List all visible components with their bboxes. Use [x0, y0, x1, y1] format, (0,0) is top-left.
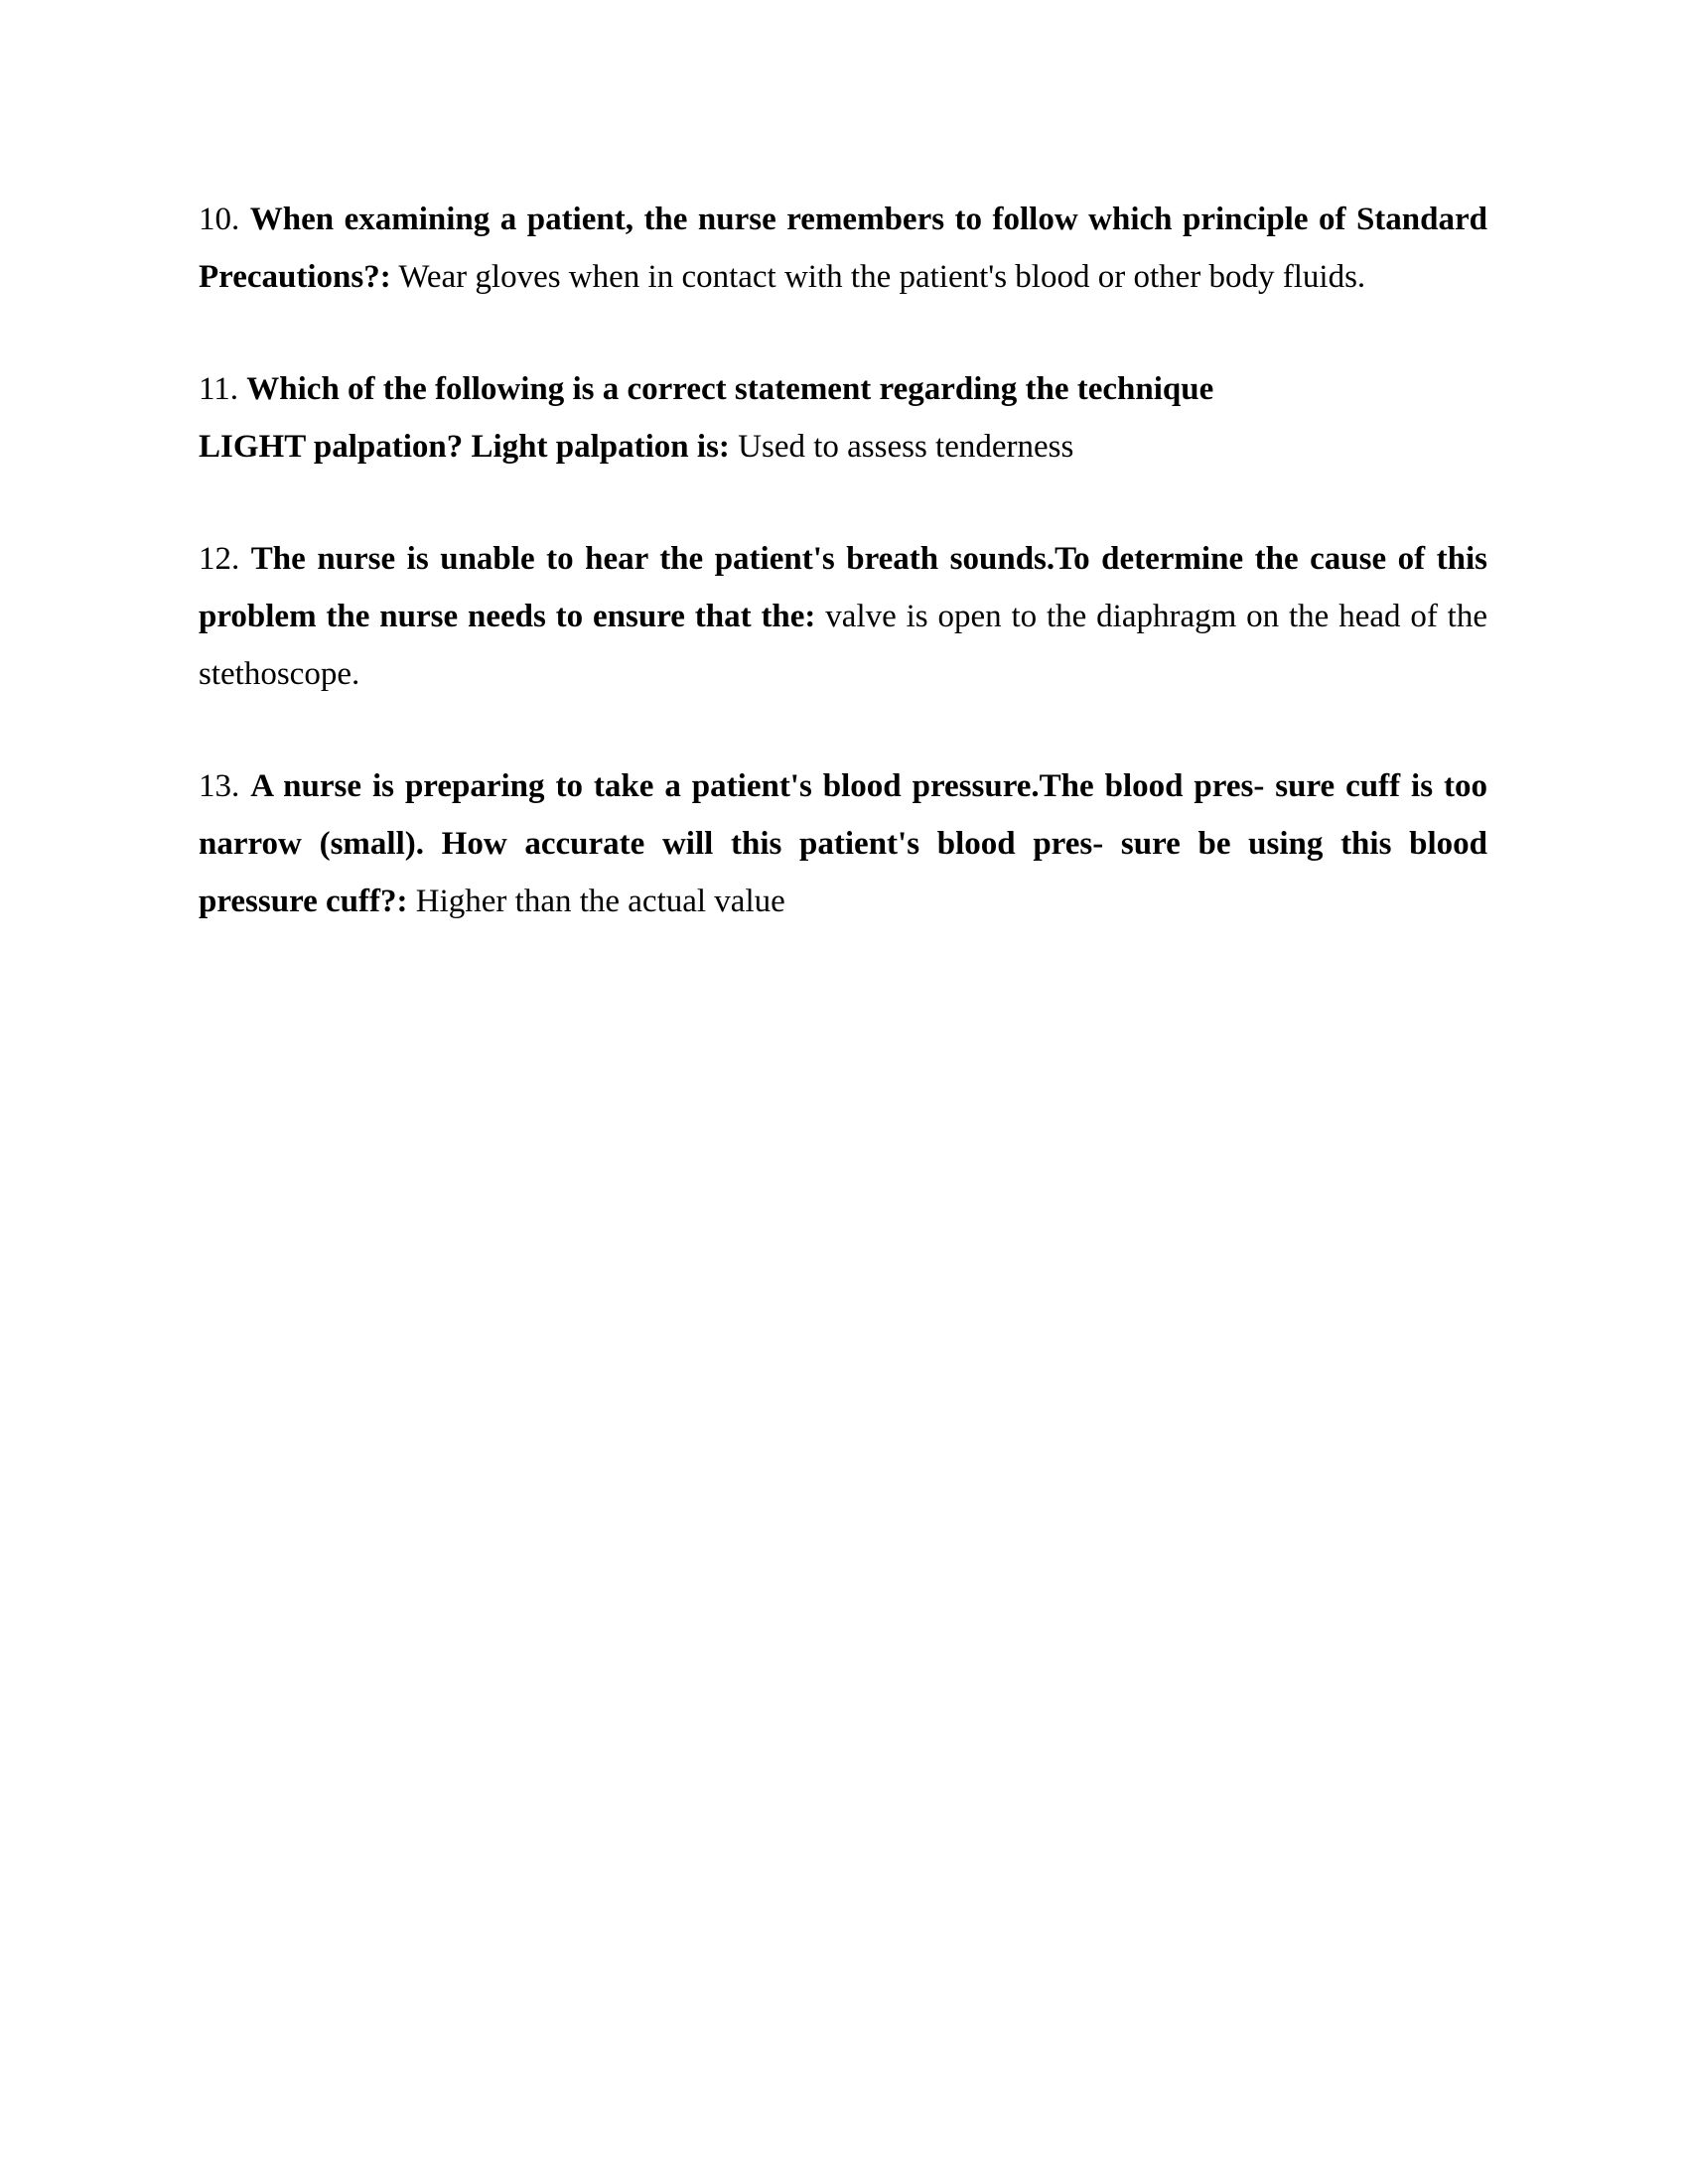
answer-text: Wear gloves when in contact with the patient's blood or other body fluids. [398, 259, 1366, 295]
question-item-13 [199, 757, 1487, 930]
question-item-11 [199, 360, 1487, 476]
answer-text: Higher than the actual value [415, 884, 785, 919]
question-text: A nurse is preparing to take a patient's blood pressure.The blood pres- sure cuff is too narrow (small). How accurate will this patient's blood pres- sure be using this blood pressure cuff?: [199, 768, 1488, 919]
question-number: 11. [199, 371, 239, 407]
question-number: 13. [199, 768, 240, 804]
answer-text: Used to assess tenderness [738, 429, 1074, 465]
question-text-line-1: Which of the following is a correct statement regarding the technique [246, 371, 1214, 407]
answer-text: valve is open to the diaphragm on the head of the stethoscope. [199, 599, 1488, 692]
question-list [199, 191, 1487, 985]
question-item-10 [199, 191, 1487, 306]
question-item-12 [199, 530, 1487, 703]
question-text: When examining a patient, the nurse remembers to follow which principle of Standard Precautions?: [199, 202, 1487, 295]
question-number: 12. [199, 541, 240, 577]
question-text-line-2: LIGHT palpation? Light palpation is: [199, 429, 730, 465]
question-number: 10. [199, 202, 240, 237]
question-text: The nurse is unable to hear the patient's breath sounds.To determine the cause of this problem the nurse needs to ensure that the: [199, 541, 1487, 634]
